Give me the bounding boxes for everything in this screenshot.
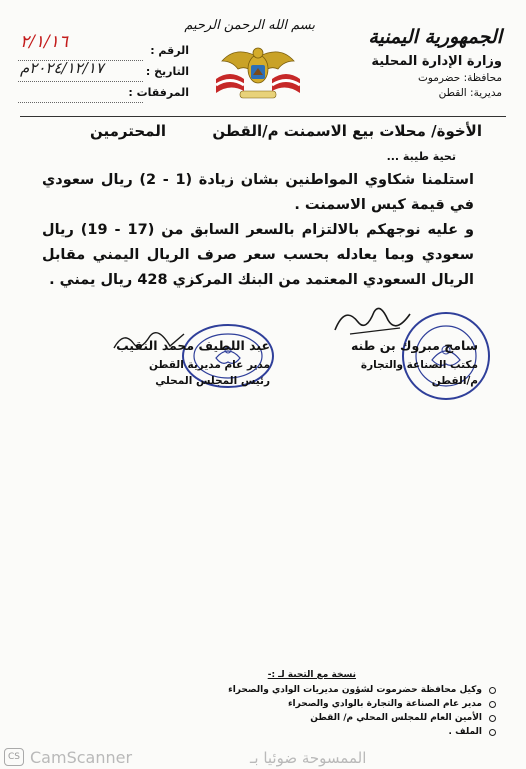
signatory-name-right: سامح مبروك بن طنه [350, 338, 478, 353]
copies-title: نسخة مع التحية لـ :- [267, 670, 356, 680]
governorate-line: محافظة: حضرموت [417, 72, 502, 84]
government-title: الجمهورية اليمنية [368, 26, 502, 48]
basmala: بسم الله الرحمن الرحيم [184, 18, 315, 33]
body-paragraph-2: و عليه نوجهكم بالالتزام بالسعر السابق من (17 - 19) ريال سعودي وبما يعادله بحسب سعر صرف الريال اليمني مقابل الريال السعودي المعتمد من البنك المركزي 428 ريال يمني . [42, 222, 474, 288]
letterhead-center [184, 18, 315, 109]
yemen-eagle-emblem-icon [200, 39, 315, 109]
attachments-label: المرفقات : [128, 86, 189, 99]
list-item: مدير عام الصناعة والتجارة بالوادي والصحراء [196, 698, 496, 710]
ministry-name: وزارة الإدارة المحلية [371, 54, 502, 69]
camscanner-logo-icon: CS [4, 748, 24, 766]
header-divider [20, 116, 506, 117]
district-line: مديرية: القطن [438, 87, 502, 99]
signatory-place-left: رئيس المجلس المحلي [155, 375, 270, 387]
date-row [14, 59, 189, 84]
body-paragraph-1: استلمنا شكاوي المواطنين بشان زيادة (1 - 2) ريال سعودي في قيمة كيس الاسمنت . [42, 172, 474, 213]
signatory-name-left: عبد اللطيف محمد النقيب [116, 338, 270, 353]
reference-block [14, 32, 189, 105]
letterhead-right [352, 26, 502, 99]
attachments-row [14, 84, 189, 105]
date-value: ٢٠٢٤/١٢/١٧م [20, 59, 104, 77]
signature-block-right [318, 338, 478, 387]
signatory-place-right: م/القطن [431, 375, 478, 387]
signatory-role-right: مكتب الصناعة والتجارة [360, 359, 478, 371]
list-item: الملف . [196, 726, 496, 738]
number-value: ٢/١/١٦ [20, 32, 68, 52]
watermark-arabic: الممسوحة ضوئيا بـ [250, 749, 367, 767]
number-label: الرقم : [150, 44, 189, 57]
signature-block-left [80, 338, 270, 387]
date-label: التاريخ : [145, 65, 189, 78]
date-underline [18, 81, 143, 82]
watermark-english: CamScanner [30, 748, 133, 767]
list-item: وكيل محافظة حضرموت لشؤون مديريات الوادي والصحراء [196, 684, 496, 696]
signatory-role-left: مدير عام مديرية القطن [149, 359, 270, 371]
recipient-line: الأخوة/ محلات بيع الاسمنت م/القطن [212, 122, 482, 140]
honorific: المحترمين [90, 122, 167, 140]
list-item: الأمين العام للمجلس المحلي م/ القطن [196, 712, 496, 724]
copies-list [196, 670, 496, 740]
attachments-underline [18, 102, 143, 103]
greeting: تحية طيبة ... [386, 150, 456, 163]
scanner-watermark [0, 745, 526, 769]
